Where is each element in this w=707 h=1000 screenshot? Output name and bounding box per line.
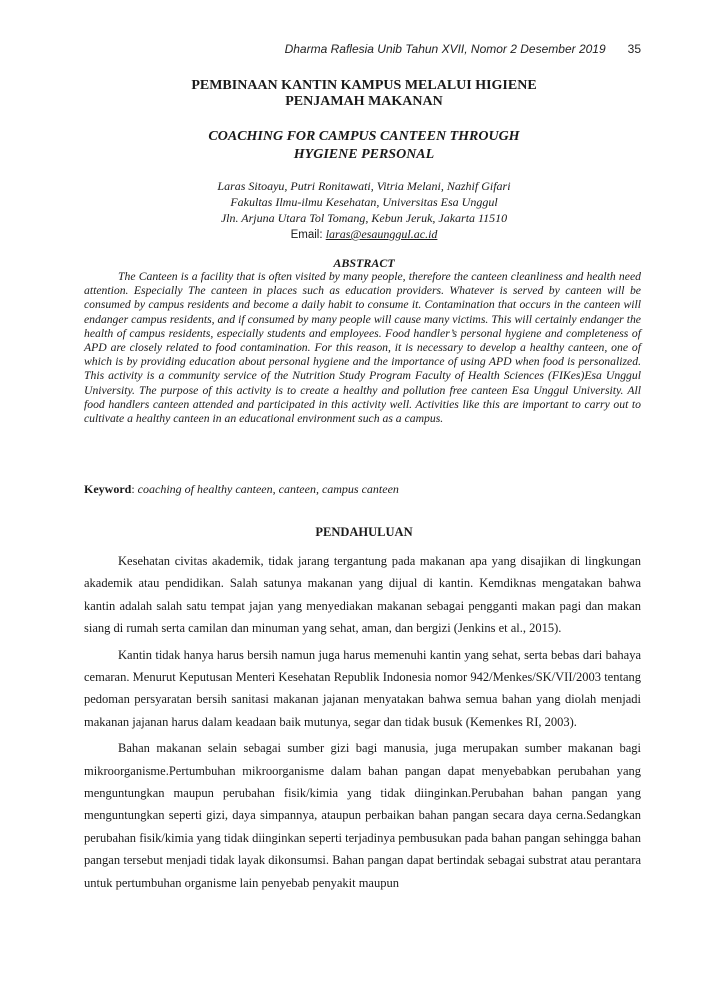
body-paragraph: Kantin tidak hanya harus bersih namun juga harus memenuhi kantin yang sehat, serta bebas dari bahaya cemaran. Menurut Keputusan Menteri Kesehatan Republik Indonesia nomor 942/Menkes/SK/VII/2003 tentang pedoman persyaratan bersih sanitasi makanan jajanan menyatakan bahwa semua bahan yang diolah menjadi makanan jajanan harus dalam keadaan baik mutunya, segar dan tidak busuk (Kemenkes RI, 2003). bbox=[84, 647, 641, 729]
author-email-line bbox=[84, 226, 644, 243]
keyword-line bbox=[84, 482, 644, 497]
keyword-label: Keyword bbox=[84, 482, 132, 496]
author-affiliation: Fakultas Ilmu-ilmu Kesehatan, Universitas Esa Unggul bbox=[230, 195, 498, 209]
title-en-line-2: HYGIENE PERSONAL bbox=[293, 147, 435, 162]
author-names: Laras Sitoayu, Putri Ronitawati, Vitria Melani, Nazhif Gifari bbox=[217, 179, 511, 193]
title-id-line-1: PEMBINAAN KANTIN KAMPUS MELALUI HIGIENE bbox=[191, 78, 537, 93]
keyword-separator: : bbox=[131, 482, 138, 496]
body-paragraph: Bahan makanan selain sebagai sumber gizi bagi manusia, juga merupakan sumber makanan bagi mikroorganisme.Pertumbuhan mikroorganisme dalam bahan pangan dapat menyebabkan perubahan yang menguntungkan maupun perubahan fisik/kimia yang tidak diinginkan.Perubahan bahan pangan yang menguntungkan seperti gizi, daya simpannya, ataupun perbaikan bahan pangan secara daya cerna.Sedangkan perubahan fisik/kimia yang tidak diinginkan seperti terjadinya pembusukan pada bahan pangan sehingga bahan pangan tersebut menjadi tidak layak dikonsumsi. Bahan pangan dapat bertindak sebagai substrat atau perantara untuk pertumbuhan organisme lain penyebab penyakit maupun bbox=[84, 741, 641, 890]
author-address: Jln. Arjuna Utara Tol Tomang, Kebun Jeruk, Jakarta 11510 bbox=[220, 211, 508, 225]
abstract-heading: ABSTRACT bbox=[333, 256, 395, 270]
author-block bbox=[84, 178, 644, 243]
title-en-line-1: COACHING FOR CAMPUS CANTEEN THROUGH bbox=[208, 129, 520, 144]
body-text bbox=[84, 550, 641, 898]
title-id-line-2: PENJAMAH MAKANAN bbox=[285, 94, 443, 109]
keyword-values: coaching of healthy canteen, canteen, campus canteen bbox=[137, 482, 399, 496]
page-number: 35 bbox=[627, 42, 641, 56]
email-label: Email: bbox=[290, 229, 326, 241]
email-link[interactable]: laras@esaunggul.ac.id bbox=[325, 227, 438, 241]
section-heading: PENDAHULUAN bbox=[315, 525, 413, 539]
abstract-text: The Canteen is a facility that is often visited by many people, therefore the canteen cleanliness and health need attention. Especially The canteen in places such as education providers. Whatever is served by canteen will be consumed by campus residents and become a daily habit to consume it. Contamination that occurs in the canteen will endanger campus residents, and if consumed by many people will cause many victims. This will certainly endanger the health of campus residents, especially students and employees. Food handler’s personal hygiene and completeness of APD are closely related to food contamination. For this reason, it is necessary to develop a healthy canteen, one of which is by providing education about personal hygiene and the importance of using APD when food is personalized. This activity is a community service of the Nutrition Study Program Faculty of Health Sciences (FIKes)Esa Unggul University. The purpose of this activity is to create a healthy and pollution free canteen Esa Unggul University. All food handlers canteen attended and participated in this activity well. Activities like this are important to carry out to cultivate a healthy canteen in an educational environment such as a campus. bbox=[84, 270, 641, 426]
body-paragraph: Kesehatan civitas akademik, tidak jarang tergantung pada makanan apa yang disajikan di lingkungan akademik atau pendidikan. Salah satunya makanan yang dijual di kantin. Kemdiknas mengatakan bahwa kantin adalah salah satu tempat jajan yang menyediakan makanan sebagai pengganti makan pagi dan makan siang di rumah serta camilan dan minuman yang sehat, aman, dan bergizi (Jenkins et al., 2015). bbox=[84, 554, 641, 636]
article-title-english bbox=[84, 128, 644, 164]
running-header bbox=[285, 42, 641, 56]
article-title-indonesian bbox=[84, 78, 644, 110]
journal-running-title: Dharma Raflesia Unib Tahun XVII, Nomor 2 Desember 2019 bbox=[284, 42, 606, 56]
